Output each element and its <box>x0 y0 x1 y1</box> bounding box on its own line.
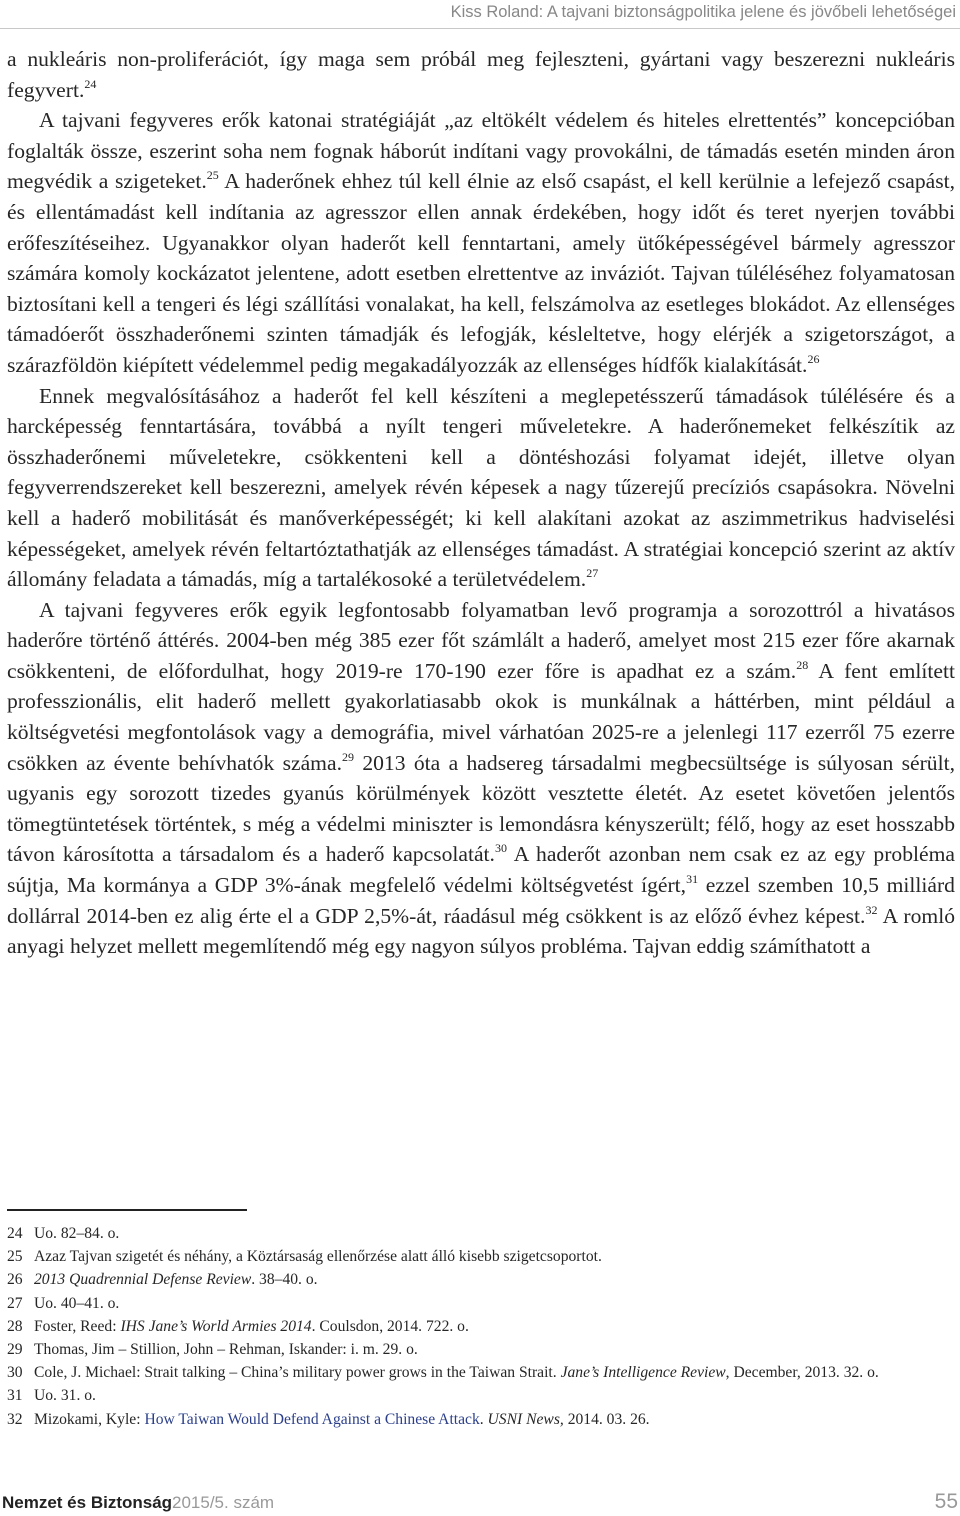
footnote-ref-29[interactable]: 29 <box>341 749 354 764</box>
footnote-text-mid: . <box>479 1410 488 1428</box>
footnote-27 <box>7 1292 955 1315</box>
paragraph-4 <box>7 595 955 962</box>
paragraph-4-text-b: A fent említett professzionális, elit haderő mellett gyakorlatiasabb okok is munkálnak a háttérben, mint például a költségvetési megfontolások vagy a demográfia, mivel várhatóan 2025-re a jelenlegi 117 ezerről 75 ezerre csökken az évente behívhatók száma. <box>7 658 955 775</box>
footnote-text: Thomas, Jim – Stillion, John – Rehman, Iskander: i. m. 29. o. <box>34 1341 418 1359</box>
footnote-29 <box>7 1338 955 1361</box>
page-footer <box>0 1490 960 1515</box>
footnote-title: IHS Jane’s World Armies 2014 <box>120 1317 312 1335</box>
journal-name: Nemzet és Biztonság <box>2 1493 173 1512</box>
footnote-31 <box>7 1384 955 1407</box>
footnote-ref-30[interactable]: 30 <box>494 841 507 856</box>
footnote-number: 27 <box>7 1294 23 1312</box>
paragraph-1-text: a nukleáris non-proliferációt, így maga sem próbál meg fejleszteni, gyártani vagy beszerezni nukleáris fegyvert. <box>7 47 955 102</box>
footnote-text-tail: 2014. 03. 26. <box>563 1410 650 1428</box>
footnote-number: 25 <box>7 1248 23 1266</box>
footnote-text-tail: , December, 2013. 32. o. <box>725 1364 879 1382</box>
footnote-text-tail: . 38–40. o. <box>251 1271 318 1289</box>
footnote-26 <box>7 1268 955 1291</box>
footnote-number: 31 <box>7 1387 23 1405</box>
paragraph-4-text-a: A tajvani fegyveres erők egyik legfontosabb folyamatban levő programja a sorozottról a hivatásos haderőre történő áttérés. 2004-ben még 385 ezer főt számlált a haderő, amelyet most 215 ezer főre akarnak csökkenteni, de előfordulhat, hogy 2019-re 170-190 ezer főre is apadhat ez a szám. <box>7 597 955 683</box>
footnote-text: Uo. 31. o. <box>34 1387 96 1405</box>
footnote-text: Uo. 82–84. o. <box>34 1225 120 1242</box>
paragraph-1 <box>7 44 955 105</box>
paragraph-4-text-e: ezzel szemben 10,5 milliárd dollárral 2014-ben ez alig érte el a GDP 2,5%-át, ráadásul még csökkent is az előző évhez képest. <box>7 873 955 928</box>
footnote-text: Cole, J. Michael: Strait talking – China’s military power grows in the Taiwan Strait. <box>34 1364 561 1382</box>
article-body <box>7 44 955 962</box>
header-divider <box>0 28 960 29</box>
footnote-28 <box>7 1315 955 1338</box>
footnote-ref-32[interactable]: 32 <box>865 902 878 917</box>
paragraph-4-text-f: A romló anyagi helyzet mellett megemlítendő még egy nagyon súlyos probléma. Tajvan eddig számíthatott a <box>7 903 955 959</box>
footnote-ref-24[interactable]: 24 <box>84 76 97 91</box>
footnote-32 <box>7 1408 955 1431</box>
footnote-ref-26[interactable]: 26 <box>807 351 820 366</box>
footnote-ref-28[interactable]: 28 <box>796 657 809 672</box>
footnote-ref-27[interactable]: 27 <box>586 566 599 581</box>
footnote-number: 24 <box>7 1225 23 1242</box>
paragraph-2 <box>7 105 955 380</box>
footnote-25 <box>7 1245 955 1268</box>
footnote-text: Mizokami, Kyle: <box>34 1410 145 1428</box>
footnote-title: Jane’s Intelligence Review <box>560 1364 726 1382</box>
footnote-link[interactable]: How Taiwan Would Defend Against a Chinese Attack <box>144 1410 480 1428</box>
footnote-24 <box>7 1222 955 1245</box>
footnote-number: 29 <box>7 1341 23 1359</box>
footnote-title: USNI News, <box>487 1410 564 1428</box>
paragraph-3 <box>7 381 955 595</box>
footnote-number: 28 <box>7 1317 23 1335</box>
paragraph-4-text-d: A haderőt azonban nem csak ez az egy probléma sújtja, Ma kormánya a GDP 3%-ának megfelelő védelmi költségvetést ígért, <box>7 842 955 898</box>
footnote-title: 2013 Quadrennial Defense Review <box>34 1271 252 1289</box>
paragraph-2-text-a: A tajvani fegyveres erők katonai stratégiáját „az eltökélt védelem és hiteles elrettentés” koncepcióban foglalták össze, eszerint soha nem fognak háborút indítani vagy provokálni, de támadás esetén minden áron megvédik a szigeteket. <box>7 108 955 194</box>
running-header: Kiss Roland: A tajvani biztonságpolitika jelene és jövőbeli lehetőségei <box>450 3 956 21</box>
paragraph-3-text: Ennek megvalósításához a haderőt fel kell készíteni a meglepetésszerű támadások túlélésére és a harcképesség fenntartására, továbbá a nyílt tengeri műveletekre. A haderőnemeket felkészítik az összhaderőnemi műveletekre, csökkenteni kell a döntéshozási folyamat idejét, illetve olyan fegyverrendszereket kell beszerezni, amelyek révén képesek a nagy tűzerejű precíziós csapásokra. Növelni kell a haderő mobilitását és manőverképességét; ki kell alakítani azokat az aszimmetrikus hadviselési képességeket, amelyek révén feltartóztathatják az ellenséges támadást. A stratégiai koncepció szerint az aktív állomány feladata a támadás, míg a tartalékosoké a területvédelem. <box>7 383 955 592</box>
paragraph-4-text-c: 2013 óta a hadsereg társadalmi megbecsültsége is súlyosan sérült, ugyanis egy sorozott tizedes gyanús körülmények között vesztette életét. Az esetet követően jelentős tömegtüntetések történtek, s még a védelmi miniszter is lemondásra kényszerült; félő, hogy az eset hosszabb távon károsította a társadalom és a haderő kapcsolatát. <box>7 750 955 867</box>
footnote-number: 30 <box>7 1364 23 1382</box>
footnote-number: 26 <box>7 1271 23 1289</box>
page-number: 55 <box>934 1490 958 1513</box>
footnote-text: Foster, Reed: <box>34 1317 121 1335</box>
paragraph-2-text-b: A haderőnek ehhez túl kell élnie az első csapást, el kell kerülnie a lefejező csapást, és ellentámadást kell indítania az agresszor ellen annak érdekében, hogy időt és teret nyerjen további erőfeszítéseihez. Ugyanakkor olyan haderőt kell fenntartani, amely ütőképességével bármely agresszor számára komoly kockázatot jelentene, adott esetben elrettentve az inváziót. Tajvan túléléséhez folyamatosan biztosítani kell a tengeri és légi szállítási vonalakat, ha kell, felszámolva az esetleges blokádot. Az ellenséges támadóerőt összhaderőnemi szinten támadják és lefogják, késleltetve, hogy elérjék a szigetországot, a szárazföldön kiépített védelemmel pedig megakadályozzák az ellenséges hídfők kialakítását. <box>7 169 956 377</box>
footnotes <box>7 1222 955 1431</box>
footnote-ref-25[interactable]: 25 <box>206 168 219 183</box>
footnote-number: 32 <box>7 1410 23 1428</box>
footnote-text: Uo. 40–41. o. <box>34 1294 120 1312</box>
footnote-text: Azaz Tajvan szigetét és néhány, a Köztársaság ellenőrzése alatt álló kisebb szigetcsoportot. <box>34 1248 602 1266</box>
footnote-text-tail: . Coulsdon, 2014. 722. o. <box>311 1317 469 1335</box>
footnote-ref-31[interactable]: 31 <box>686 872 699 887</box>
footnote-divider <box>7 1209 247 1211</box>
footnote-30 <box>7 1361 955 1384</box>
issue-label: 2015/5. szám <box>172 1493 275 1512</box>
